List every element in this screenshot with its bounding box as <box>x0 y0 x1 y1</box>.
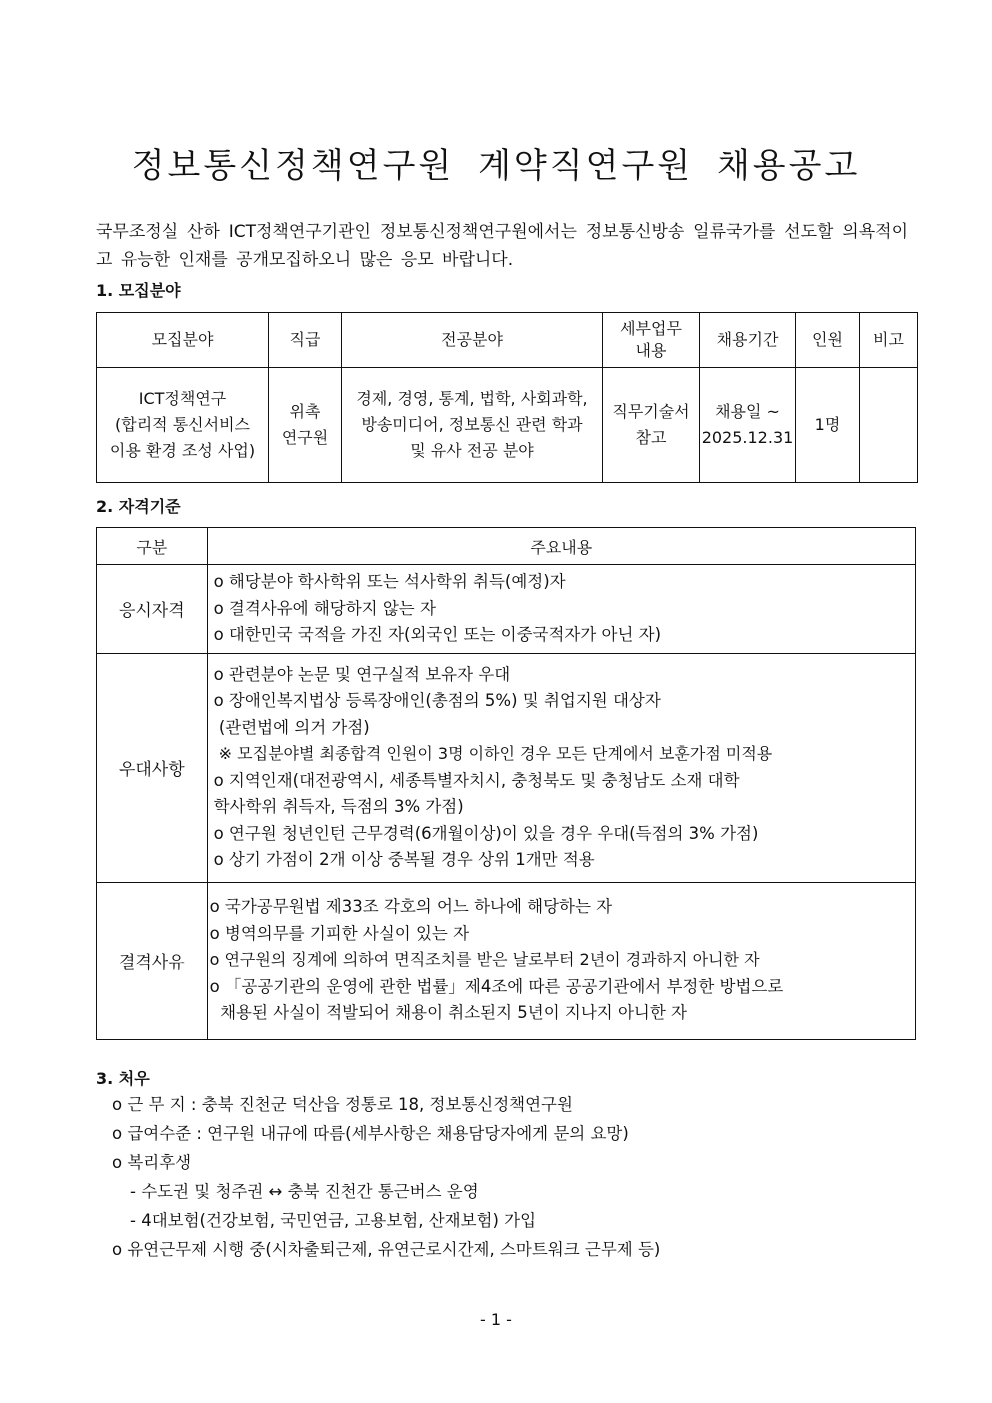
category-cell: 우대사항 <box>97 653 208 882</box>
duty-cell <box>603 368 700 483</box>
cell-line: ICT정책연구 <box>138 389 227 408</box>
note-cell <box>860 368 918 483</box>
content-line: (관련법에 의거 가점) <box>213 717 370 737</box>
content-cell <box>207 565 915 654</box>
cell-line: 위촉 <box>289 402 321 421</box>
table-row <box>97 565 916 654</box>
content-line: o 국가공무원법 제33조 각호의 어느 하나에 해당하는 자 <box>209 897 613 917</box>
table-row <box>97 368 918 483</box>
table-row <box>97 882 916 1039</box>
list-item: o 유연근무제 시행 중(시차출퇴근제, 유연근로시간제, 스마트워크 근무제 등) <box>112 1240 661 1259</box>
section-heading-benefits: 3. 처우 <box>96 1069 150 1088</box>
category-cell: 응시자격 <box>97 565 208 654</box>
header-cell: 구분 <box>97 528 208 565</box>
qualification-table <box>96 527 916 1040</box>
header-cell: 비고 <box>860 313 918 368</box>
section-heading-qualifications: 2. 자격기준 <box>96 497 181 516</box>
field-cell <box>97 368 269 483</box>
header-cell: 인원 <box>796 313 860 368</box>
content-line: o 관련분야 논문 및 연구실적 보유자 우대 <box>213 664 511 684</box>
header-cell: 직급 <box>269 313 342 368</box>
content-line: ※ 모집분야별 최종합격 인원이 3명 이하인 경우 모든 단계에서 보훈가점 미적용 <box>213 744 773 763</box>
cell-line: 채용일 ~ <box>715 402 780 421</box>
list-subitem: - 수도권 및 청주권 ↔ 충북 진천간 통근버스 운영 <box>130 1182 479 1201</box>
section-heading-recruitment-field: 1. 모집분야 <box>96 281 181 300</box>
content-line: o 연구원의 징계에 의하여 면직조치를 받은 날로부터 2년이 경과하지 아니한 자 <box>209 950 760 970</box>
header-cell <box>603 313 700 368</box>
content-line: o 상기 가점이 2개 이상 중복될 경우 상위 1개만 적용 <box>213 850 595 869</box>
content-line: o 결격사유에 해당하지 않는 자 <box>213 598 436 618</box>
cell-line: 방송미디어, 정보통신 관련 학과 <box>361 415 583 434</box>
header-cell: 채용기간 <box>700 313 796 368</box>
list-item: o 복리후생 <box>112 1153 192 1172</box>
cell-line: 이용 환경 조성 사업) <box>109 441 256 460</box>
table-row <box>97 653 916 882</box>
list-item: o 급여수준 : 연구원 내규에 따름(세부사항은 채용담당자에게 문의 요망) <box>112 1124 629 1143</box>
content-line: o 지역인재(대전광역시, 세종특별자치시, 충청북도 및 충청남도 소재 대학 <box>213 770 740 790</box>
cell-line: 직무기술서 <box>612 402 690 421</box>
intro-paragraph: 국무조정실 산하 ICT정책연구기관인 정보통신정책연구원에서는 정보통신방송 일류국가를 선도할 의욕적이고 유능한 인재를 공개모집하오니 많은 응모 바랍니다. <box>96 222 908 270</box>
content-line: o 연구원 청년인턴 근무경력(6개월이상)이 있을 경우 우대(득점의 3% 가점) <box>213 823 759 843</box>
benefits-list <box>112 1090 660 1264</box>
category-cell: 결격사유 <box>97 882 208 1039</box>
content-line: o 「공공기관의 운영에 관한 법률」제4조에 따른 공공기관에서 부정한 방법으로 <box>209 976 784 996</box>
table-header-row <box>97 528 916 565</box>
major-cell <box>342 368 603 483</box>
content-line: o 장애인복지법상 등록장애인(총점의 5%) 및 취업지원 대상자 <box>213 691 661 710</box>
content-line: o 병역의무를 기피한 사실이 있는 자 <box>209 923 470 943</box>
list-subitem: - 4대보험(건강보험, 국민연금, 고용보험, 산재보험) 가입 <box>130 1211 537 1230</box>
table-header-row <box>97 313 918 368</box>
cell-line: (합리적 통신서비스 <box>115 415 250 434</box>
rank-cell <box>269 368 342 483</box>
cell-line: 참고 <box>635 428 667 447</box>
content-line: 학사학위 취득자, 득점의 3% 가점) <box>213 797 464 816</box>
cell-line: 및 유사 전공 분야 <box>410 441 534 460</box>
header-cell-text: 세부업무 내용 <box>620 319 682 360</box>
period-cell <box>700 368 796 483</box>
cell-line: 경제, 경영, 통계, 법학, 사회과학, <box>356 389 588 408</box>
header-cell: 모집분야 <box>97 313 269 368</box>
list-item: o 근 무 지 : 충북 진천군 덕산읍 정통로 18, 정보통신정책연구원 <box>112 1095 573 1114</box>
header-cell: 전공분야 <box>342 313 603 368</box>
content-cell <box>207 653 915 882</box>
content-line: 채용된 사실이 적발되어 채용이 취소된지 5년이 지나지 아니한 자 <box>209 1003 687 1023</box>
page-number: - 1 - <box>480 1310 512 1329</box>
cell-line: 2025.12.31 <box>701 428 794 447</box>
cell-line: 연구원 <box>281 428 329 447</box>
recruitment-table <box>96 312 918 483</box>
content-line: o 해당분야 학사학위 또는 석사학위 취득(예정)자 <box>213 572 566 591</box>
count-cell: 1명 <box>796 368 860 483</box>
document-title: 정보통신정책연구원 계약직연구원 채용공고 <box>131 146 861 186</box>
content-line: o 대한민국 국적을 가진 자(외국인 또는 이중국적자가 아닌 자) <box>213 625 662 644</box>
header-cell: 주요내용 <box>207 528 915 565</box>
content-cell <box>207 882 915 1039</box>
